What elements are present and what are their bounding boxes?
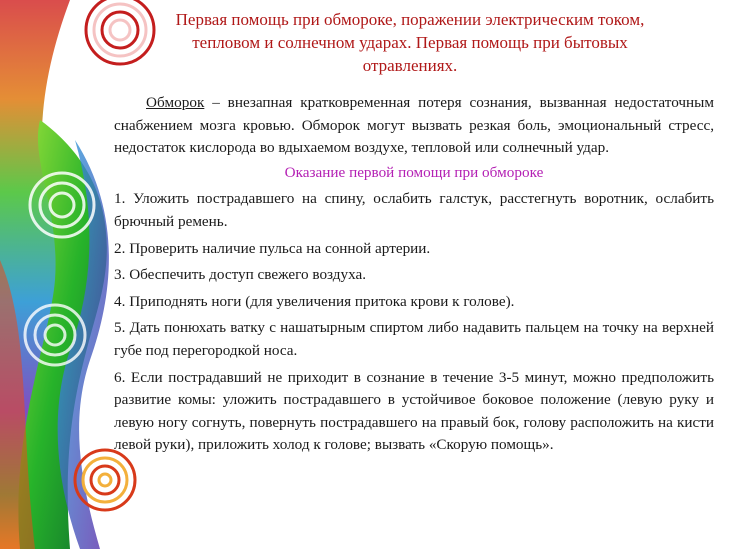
step-item: 1. Уложить пострадавшего на спину, ослабить галстук, расстегнуть воротник, ослабить брючный ремень.: [114, 190, 714, 230]
step-item: 3. Обеспечить доступ свежего воздуха.: [114, 266, 367, 284]
term-definition: – внезапная кратковременная потеря сознания, вызванная недостаточным снабжением мозга кровью. Обморок могут вызвать резкая боль, эмоциональный стресс, недостаток кислорода во вдыхаемом воздухе, тепловой или солнечный удар.: [114, 94, 714, 157]
step-item: 5. Дать понюхать ватку с нашатырным спиртом либо надавить пальцем на точку на верхней губе под перегородкой носа.: [114, 319, 714, 359]
step-item: 4. Приподнять ноги (для увеличения притока крови к голове).: [114, 292, 515, 310]
intro-paragraph: [114, 92, 714, 160]
step-item: 2. Проверить наличие пульса на сонной артерии.: [114, 239, 431, 257]
term-fainting: Обморок: [146, 94, 205, 111]
slide-title: Первая помощь при обмороке, поражении электрическим током, тепловом и солнечном ударах. Первая помощь при бытовых отравлениях.: [175, 10, 645, 75]
slide-content: [114, 92, 714, 461]
step-item: 6. Если пострадавший не приходит в сознание в течение 3-5 минут, можно предположить развитие комы: уложить пострадавшего в устойчивое боковое положение (левую руку и левую ногу согнуть, повернуть пострадавшего на правый бок, голову расположить на кисти левой руки), приложить холод к голове; вызвать «Скорую помощь».: [114, 368, 714, 454]
section-subtitle: Оказание первой помощи при обмороке: [284, 163, 544, 181]
